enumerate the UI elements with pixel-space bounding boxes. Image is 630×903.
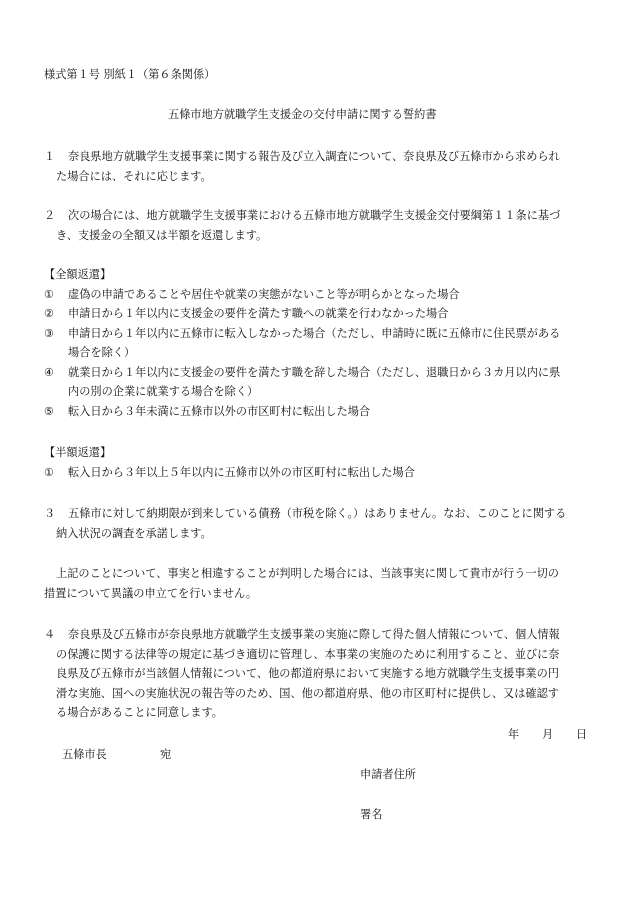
pledge-item-1 — [44, 148, 590, 187]
addressee-suffix: 宛 — [160, 748, 172, 761]
item-text-line: 奈良県及び五條市が奈良県地方就職学生支援事業の実施に際して得た個人情報について、個人情報 — [68, 628, 560, 641]
pledge-item-4 — [44, 626, 590, 724]
applicant-address-label: 申請者住所 — [360, 768, 416, 781]
pledge-item-2 — [44, 207, 590, 246]
date-year: 年 — [508, 728, 520, 741]
item-text-line: 転入日から３年以上５年以内に五條市以外の市区町村に転出した場合 — [68, 465, 415, 479]
pledge-item-3 — [44, 505, 590, 544]
date-day: 日 — [576, 728, 588, 741]
item-text-line: き、支援金の全額又は半額を返還します。 — [56, 228, 268, 242]
item-text-line: 次の場合には、地方就職学生支援事業における五條市地方就職学生支援金交付要綱第１１条に基づ — [68, 209, 561, 222]
item-text-line: の保護に関する法律等の規定に基づき適切に管理し、本事業の実施のために利用すること、並びに奈 — [56, 647, 560, 661]
half-refund-heading: 【半額返還】 — [44, 446, 112, 459]
addressee-name: 五條市長 — [62, 748, 107, 761]
item-number: ③ — [44, 326, 55, 340]
item-number: ④ — [44, 365, 55, 379]
form-number: 様式第１号 別紙１（第６条関係） — [44, 68, 216, 81]
item-number: １ — [44, 150, 56, 163]
item-text-line: 奈良県地方就職学生支援事業に関する報告及び立入調査について、奈良県及び五條市から求められ — [68, 150, 560, 163]
item-text-line: 就業日から１年以内に支援金の要件を満たす職を辞した場合（ただし、退職日から３カ月以内に県 — [68, 365, 561, 379]
item-text-line: 虚偽の申請であることや居住や就業の実態がないこと等が明らかとなった場合 — [68, 287, 460, 301]
date-month: 月 — [542, 728, 554, 741]
item-text-line: 申請日から１年以内に支援金の要件を満たす職への就業を行わなかった場合 — [68, 307, 449, 320]
item-text-line: 納入状況の調査を承諾します。 — [56, 526, 212, 540]
item-text-line: 内の別の企業に就業する場合を除く） — [68, 385, 259, 398]
item-text-line: 場合を除く） — [68, 346, 136, 359]
item-number: ⑤ — [44, 404, 55, 418]
item-number: ２ — [44, 209, 56, 222]
document-title: 五條市地方就職学生支援金の交付申請に関する誓約書 — [168, 108, 437, 121]
applicant-signature-label: 署名 — [360, 808, 383, 821]
full-refund-heading: 【全額返還】 — [44, 268, 112, 281]
item-text-line: 上記のことについて、事実と相違することが判明した場合には、当該事実に関して貴市が行う一切の — [56, 567, 559, 580]
item-text-line: 申請日から１年以内に五條市に転入しなかった場合（ただし、申請時に既に五條市に住民票がある — [68, 326, 561, 340]
item-text-line: 転入日から３年未満に五條市以外の市区町村に転出した場合 — [68, 404, 371, 418]
full-refund-section — [44, 266, 590, 422]
item-text-line: た場合には、それに応じます。 — [56, 169, 212, 183]
half-refund-section — [44, 444, 590, 483]
declaration-paragraph — [44, 565, 590, 604]
item-number: ① — [44, 465, 55, 479]
item-text-line: 措置について異議の申立てを行いません。 — [44, 586, 258, 600]
item-number: ４ — [44, 628, 56, 641]
item-text-line: る場合があることに同意します。 — [56, 706, 223, 719]
item-text-line: 滑な実施、国への実施状況の報告等のため、国、他の都道府県、他の市区町村に提供し、又は確認す — [56, 686, 559, 700]
item-number: ３ — [44, 507, 56, 520]
item-text-line: 五條市に対して納期限が到来している債務（市税を除く。）はありません。なお、このことに関する — [68, 507, 567, 520]
item-number: ① — [44, 287, 55, 301]
item-text-line: 良県及び五條市が当該個人情報について、他の都道府県において実施する地方就職学生支援事業の円 — [56, 667, 559, 680]
item-number: ② — [44, 307, 55, 320]
